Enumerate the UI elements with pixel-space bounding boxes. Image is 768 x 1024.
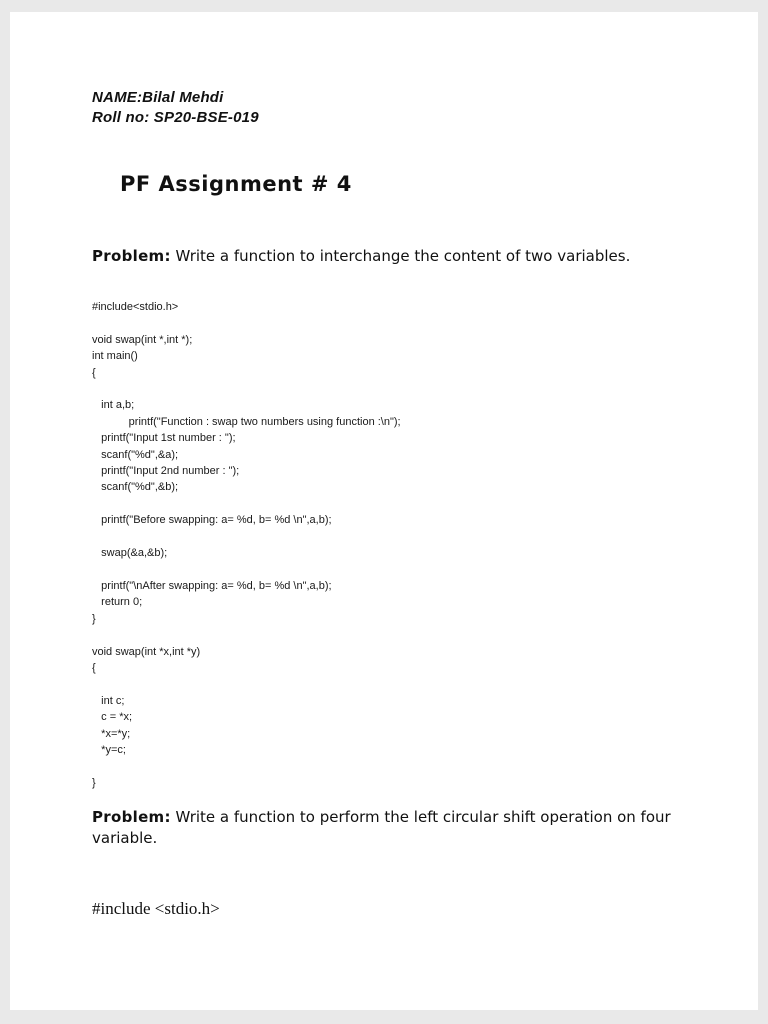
code-line	[92, 758, 700, 774]
student-roll-no: Roll no: SP20-BSE-019	[92, 109, 259, 126]
code-line: *y=c;	[92, 743, 126, 756]
code-line: scanf("%d",&a);	[92, 448, 179, 461]
code-line: printf("Before swapping: a= %d, b= %d \n",a,b);	[92, 514, 332, 527]
problem-1-label: Problem:	[92, 247, 171, 265]
code-line: printf("Function : swap two numbers using function :\n");	[92, 415, 401, 428]
problem-2-statement	[92, 807, 692, 849]
code-line: void swap(int *,int *);	[92, 333, 193, 346]
code-line: #include<stdio.h>	[92, 301, 179, 313]
code-line	[92, 381, 700, 397]
code-line	[92, 496, 700, 512]
code-line: swap(&a,&b);	[92, 547, 168, 560]
problem-1-statement	[92, 246, 692, 267]
problem-1-text: Write a function to interchange the content of two variables.	[170, 247, 631, 265]
code-line: int main()	[92, 350, 138, 363]
code-line: void swap(int *x,int *y)	[92, 645, 201, 658]
code-block-swap	[92, 299, 700, 791]
code-line	[92, 627, 700, 643]
student-header	[92, 88, 700, 128]
assignment-title: PF Assignment # 4	[120, 172, 352, 196]
code-line: return 0;	[92, 596, 143, 609]
code-line: scanf("%d",&b);	[92, 481, 179, 494]
code-line: int a,b;	[92, 399, 135, 412]
problem-2-label: Problem:	[92, 808, 171, 827]
document-page	[10, 12, 758, 1010]
code-line: {	[92, 366, 96, 379]
code-line	[92, 529, 700, 545]
code-line: *x=*y;	[92, 727, 131, 740]
code-line: }	[92, 776, 96, 789]
code-line: int c;	[92, 694, 125, 707]
code-line: printf("Input 1st number : ");	[92, 432, 236, 445]
code-line: {	[92, 661, 96, 674]
code-line: c = *x;	[92, 711, 133, 724]
code-line: printf("\nAfter swapping: a= %d, b= %d \n",a,b);	[92, 579, 332, 592]
student-name: NAME:Bilal Mehdi	[92, 89, 224, 106]
code-line	[92, 315, 700, 331]
code-line: }	[92, 612, 96, 625]
page-content	[10, 12, 758, 919]
include-stdio-line: #include <stdio.h>	[92, 899, 220, 919]
code-line	[92, 562, 700, 578]
code-line	[92, 676, 700, 692]
problem-2-text: Write a function to perform the left circular shift operation on four variable.	[92, 808, 671, 848]
code-line: printf("Input 2nd number : ");	[92, 465, 240, 478]
